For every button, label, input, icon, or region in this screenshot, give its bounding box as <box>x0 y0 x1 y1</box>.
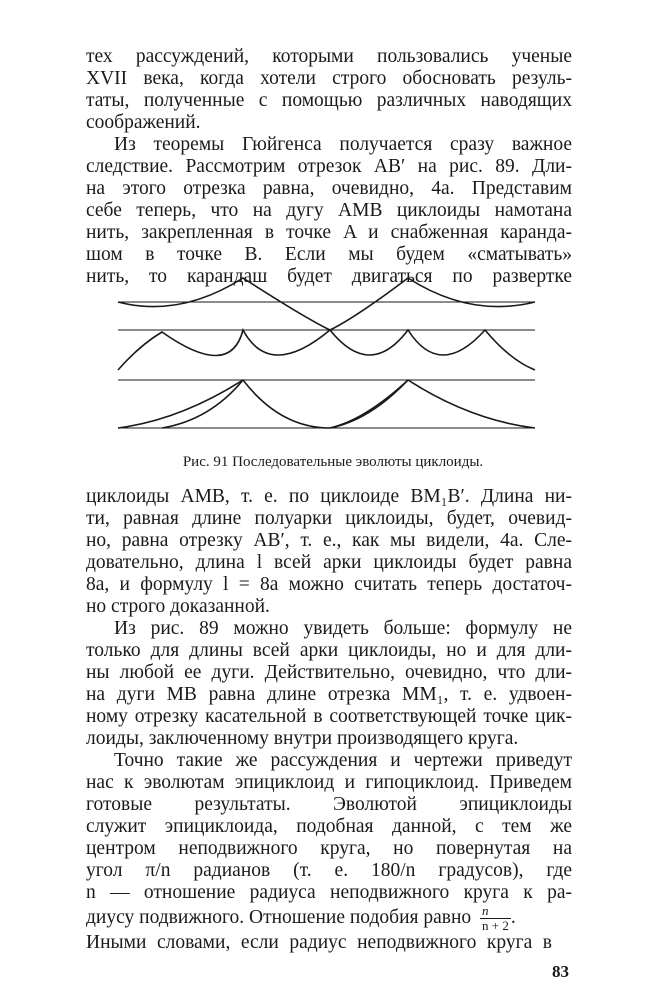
text-line: но, равна отрезку AB′, т. е., как мы видели, 4a. Сле- <box>86 530 572 551</box>
fraction-denominator: n + 2 <box>482 918 509 933</box>
text-line: центром неподвижного круга, но повернутая на <box>86 838 572 859</box>
text-line: диусу подвижного. Отношение подобия равно <box>86 906 472 928</box>
text-line: ти, равная длине полуарки циклоиды, будет, очевид- <box>86 508 572 529</box>
text-line: 8a, и формулу l = 8a можно считать теперь достаточ- <box>86 574 572 595</box>
text-line: себе теперь, что на дугу AMB циклоиды намотана <box>86 200 572 221</box>
text-line: ному отрезку касательной в соответствующей точке цик- <box>86 706 572 727</box>
text-line: Из рис. 89 можно увидеть больше: формулу не <box>114 618 572 639</box>
text-line: нить, закрепленная в точке A и снабженная каранда- <box>86 222 572 243</box>
figure-caption: Рис. 91 Последовательные эволюты циклоиды. <box>182 454 484 470</box>
fraction-numerator: n <box>480 904 511 919</box>
text-line: но строго доказанной. <box>86 596 270 617</box>
text-line: на этого отрезка равна, очевидно, 4a. Представим <box>86 178 572 199</box>
text-line: угол π/n радианов (т. е. 180/n градусов), где <box>86 860 572 881</box>
text-line: Точно такие же рассуждения и чертежи приведут <box>114 750 572 771</box>
similarity-fraction <box>480 904 511 933</box>
text-line: ны любой ее дуги. Действительно, очевидно, что дли- <box>86 662 572 683</box>
text-line: готовые результаты. Эволютой эпициклоиды <box>86 794 572 815</box>
cycloid-arc <box>118 330 535 370</box>
page-number: 83 <box>552 962 569 981</box>
text-line: нить, то карандаш будет двигаться по развертке <box>86 266 572 287</box>
cycloid-evolutes-figure <box>110 270 550 440</box>
text-line: XVII века, когда хотели строго обосновать резуль- <box>86 68 572 89</box>
text-line: соображений. <box>86 112 201 133</box>
text-line: нас к эволютам эпициклоид и гипоциклоид. Приведем <box>86 772 572 793</box>
cycloid-arc <box>330 380 408 428</box>
text-line: n — отношение радиуса неподвижного круга к ра- <box>86 882 572 903</box>
text-line-with-fraction <box>86 904 572 933</box>
cycloid-arc <box>118 380 535 428</box>
text-line: следствие. Рассмотрим отрезок AB′ на рис. 89. Дли- <box>86 156 572 177</box>
text-line: Из теоремы Гюйгенса получается сразу важное <box>114 134 572 155</box>
text-line: таты, полученные с помощью различных наводящих <box>86 90 572 111</box>
text-line: лоиды, заключенному внутри производящего круга. <box>86 728 519 749</box>
text-line: тех рассуждений, которыми пользовались ученые <box>86 46 572 67</box>
text-line: на дуги MB равна длине отрезка MM₁, т. е. удвоен- <box>86 684 572 705</box>
text-line: только для длины всей арки циклоиды, но и для дли- <box>86 640 572 661</box>
fraction-period: . <box>510 906 516 928</box>
text-line: шом в точке B. Если мы будем «сматывать» <box>86 244 572 265</box>
text-line: циклоиды AMB, т. е. по циклоиде BM₁B′. Длина ни- <box>86 486 572 507</box>
text-line: служит эпициклоида, подобная данной, с тем же <box>86 816 572 837</box>
text-line: довательно, длина l всей арки циклоиды будет равна <box>86 552 572 573</box>
cycloid-arc <box>118 278 535 330</box>
text-line: Иными словами, если радиус неподвижного круга в <box>86 932 552 953</box>
